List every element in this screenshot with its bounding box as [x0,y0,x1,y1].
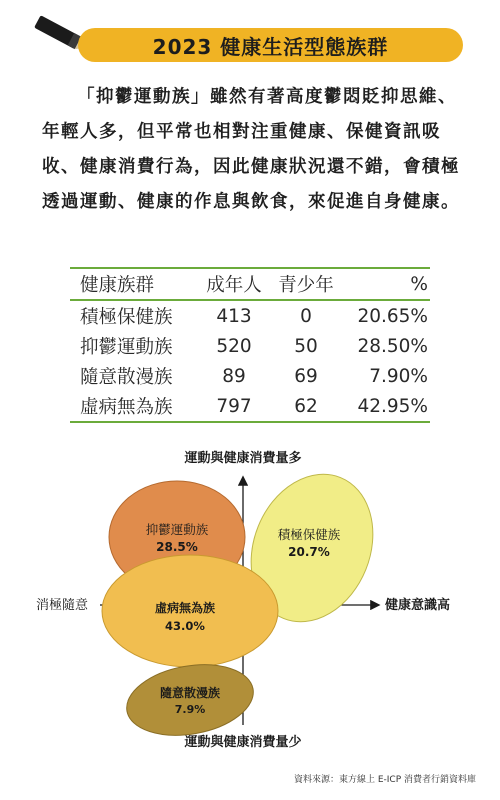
cell-adult: 520 [216,335,252,357]
cell-group: 隨意散漫族 [80,367,173,388]
bubble-label-positive-health: 積極保健族 [277,527,341,542]
bubble-label-casual-loose: 隨意散漫族 [159,686,221,700]
axis-label-left: 消極隨意 [36,598,89,613]
group-table [70,267,430,423]
axis-label-right: 健康意識高 [385,598,451,613]
cell-adult: 413 [216,305,252,327]
cell-group: 抑鬱運動族 [80,337,173,358]
bubble-pct-casual-loose: 7.9% [174,703,206,716]
bubble-label-depressed-exercise: 抑鬱運動族 [145,522,209,537]
source-note: 資料來源：東方線上 E-ICP 消費者行銷資料庫 [293,775,476,785]
axis-label-bottom: 運動與健康消費量少 [184,735,302,750]
table-row [70,300,430,331]
cell-percent: 28.50% [357,335,428,357]
table-row [70,391,430,422]
cell-adult: 89 [222,365,246,387]
cell-teen: 69 [294,365,318,387]
header-group: 健康族群 [80,275,155,296]
cell-group: 虛病無為族 [80,397,173,418]
bubble-label-passive-sick: 虛病無為族 [154,601,216,615]
axis-label-top: 運動與健康消費量多 [184,451,302,466]
cell-percent: 42.95% [357,395,428,417]
bubble-pct-positive-health: 20.7% [288,545,330,559]
header-percent: % [410,273,428,295]
cell-percent: 20.65% [357,305,428,327]
bubble-pct-passive-sick: 43.0% [165,619,205,633]
table-header-row [70,268,430,300]
cell-teen: 50 [294,335,318,357]
header-teen: 青少年 [278,275,334,296]
table-row [70,361,430,391]
cell-teen: 62 [294,395,318,417]
cell-adult: 797 [216,395,252,417]
table-row [70,331,430,361]
bubble-pct-depressed-exercise: 28.5% [156,540,198,554]
page-title: 2023 健康生活型態族群 [78,28,463,62]
cell-group: 積極保健族 [80,307,173,328]
bubble-casual-loose [121,655,259,744]
intro-paragraph: 「抑鬱運動族」雖然有著高度鬱悶貶抑思維、年輕人多，但平常也相對注重健康、保健資訊吸收、健康消費行為，因此健康狀況還不錯，會積極透過運動、健康的作息與飲食，來促進自身健康。 [42,87,460,212]
cell-teen: 0 [300,305,312,327]
cell-percent: 7.90% [369,365,428,387]
positioning-diagram [0,440,500,770]
header-adult: 成年人 [206,275,262,296]
